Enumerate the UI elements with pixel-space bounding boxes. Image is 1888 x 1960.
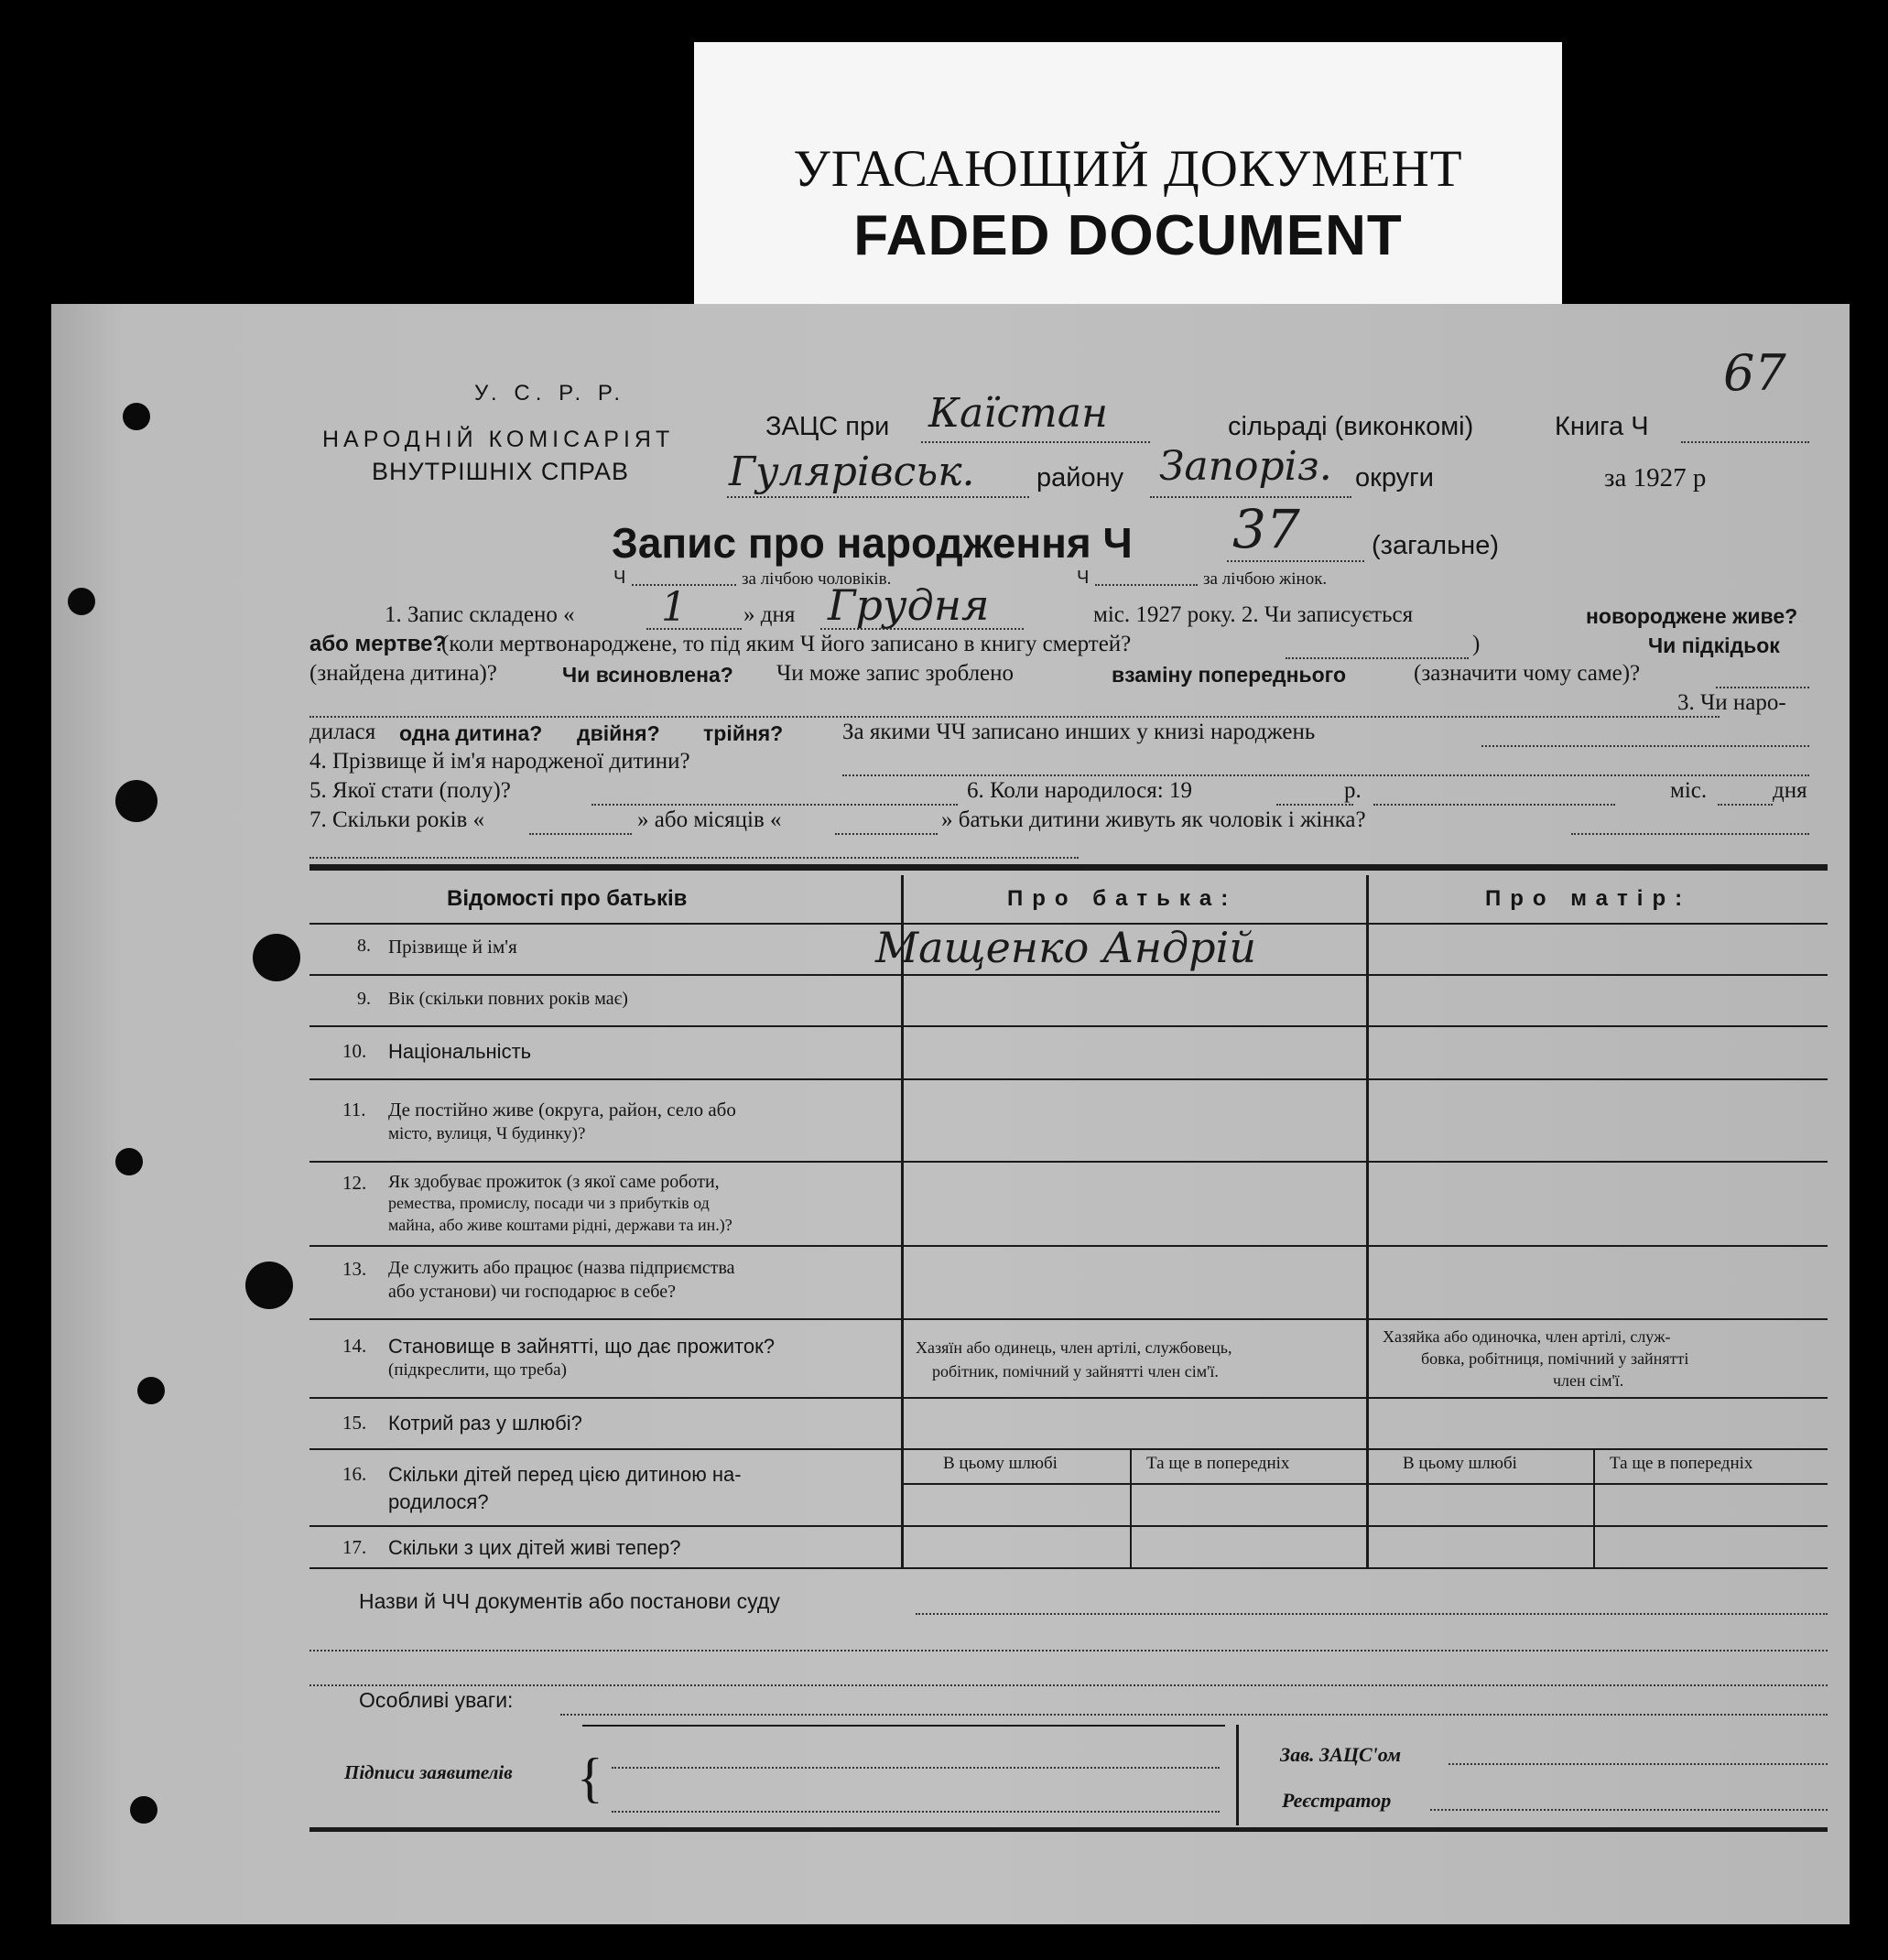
- q2-alive: новороджене живе?: [1586, 604, 1798, 628]
- q1-day-label: » дня: [743, 602, 796, 627]
- district-label: району: [1036, 463, 1124, 493]
- q5-sex: 5. Якої стати (полу)?: [309, 778, 511, 803]
- q7-months: » або місяців «: [637, 807, 782, 832]
- book-number-handwritten: 67: [1723, 344, 1786, 402]
- row-label-occupation: Становище в зайнятті, що дає прожиток?: [388, 1335, 775, 1358]
- row-label-nationality: Національність: [388, 1040, 532, 1063]
- q1-text: 1. Запис складено «: [385, 602, 575, 627]
- row-number: 14.: [342, 1335, 367, 1357]
- record-kind: (загальне): [1372, 531, 1499, 560]
- q2-foundling: Чи підкідьок: [1648, 633, 1780, 657]
- notes-label: Особливі уваги:: [359, 1688, 514, 1712]
- month-handwritten: Грудня: [828, 580, 990, 630]
- q3-born: дилася: [309, 720, 376, 744]
- row-number: 9.: [357, 989, 371, 1009]
- row-label-occupation-2: (підкреслити, що треба): [388, 1360, 567, 1380]
- punch-hole: [253, 934, 300, 981]
- father-name-handwritten: Мащенко Андрій: [875, 923, 1256, 972]
- punch-hole: [115, 780, 157, 822]
- q6-month: міс.: [1670, 778, 1708, 803]
- mother-occupation-options-2: бовка, робітниця, помічний у зайнятті: [1421, 1349, 1689, 1368]
- col-header-info: Відомості про батьків: [447, 886, 688, 911]
- women-count-suffix: за лічбою жінок.: [1203, 569, 1328, 589]
- mother-occupation-options: Хазяйка або одиночка, член артілі, служ-: [1383, 1327, 1671, 1346]
- applicant-signatures-label: Підписи заявителів: [344, 1761, 513, 1783]
- father-this-marriage: В цьому шлюбі: [943, 1454, 1058, 1473]
- mother-previous: Та ще в попередніх: [1610, 1454, 1753, 1473]
- q3-text: 3. Чи наро-: [1677, 690, 1786, 715]
- mother-occupation-options-3: член сім'ї.: [1553, 1371, 1624, 1390]
- village-handwritten: Каїстан: [928, 390, 1108, 437]
- okrug-handwritten: Запоріз.: [1159, 443, 1332, 490]
- row-label-workplace-2: або установи) чи господарює в себе?: [388, 1282, 676, 1302]
- row-label-workplace: Де служить або працює (назва підприємства: [388, 1258, 735, 1278]
- record-title: Запис про народження Ч: [612, 519, 1133, 567]
- q6-year: р.: [1344, 778, 1362, 803]
- punch-hole: [130, 1796, 157, 1824]
- row-number: 16.: [342, 1463, 367, 1485]
- district-handwritten: Гулярівськ.: [729, 449, 975, 495]
- punch-hole: [68, 588, 95, 615]
- row-label-age: Вік (скільки повних років має): [388, 989, 628, 1009]
- row-number: 8.: [357, 936, 371, 956]
- q2-replacement: взаміну попереднього: [1112, 663, 1347, 687]
- row-label-income: Як здобуває прожиток (з якої саме роботи,: [388, 1172, 720, 1192]
- q2-stillborn: (коли мертвонароджене, то під яким Ч його записано в книгу смертей?: [441, 632, 1132, 656]
- q2-paren: ): [1472, 632, 1481, 656]
- zags-prefix: ЗАЦС при: [765, 412, 890, 441]
- q3-other-records: За якими ЧЧ записано инших у книзі народжень: [842, 720, 1316, 744]
- q4-child-name: 4. Прізвище й ім'я народженої дитини?: [309, 749, 690, 774]
- row-label-residence-2: місто, вулиця, Ч будинку)?: [388, 1124, 586, 1143]
- q7-years: 7. Скільки років «: [309, 807, 485, 832]
- row-number: 15.: [342, 1412, 367, 1434]
- q7-cohabitation: » батьки дитини живуть як чоловік і жінка?: [941, 807, 1366, 832]
- q1-year-text: міс. 1927 року. 2. Чи записується: [1093, 602, 1414, 627]
- q2-replacement-text: Чи може запис зроблено: [776, 661, 1015, 686]
- q6-birth-date: 6. Коли народилося: 19: [967, 778, 1192, 803]
- okrug-label: округи: [1355, 463, 1434, 493]
- row-label-children: Скільки дітей перед цією дитиною на-: [388, 1463, 742, 1486]
- q2-why: (зазначити чому саме)?: [1414, 661, 1641, 686]
- commissariat-name: НАРОДНІЙ КОМІСАРІЯТ: [322, 427, 675, 452]
- row-number: 10.: [342, 1040, 367, 1062]
- registrar-label: Реєстратор: [1282, 1789, 1392, 1812]
- mother-this-marriage: В цьому шлюбі: [1403, 1454, 1517, 1473]
- punch-hole: [137, 1377, 165, 1404]
- father-occupation-options-2: робітник, помічний у зайнятті член сім'ї.: [932, 1362, 1219, 1381]
- birth-record-sheet: [51, 304, 1850, 1924]
- day-handwritten: 1: [661, 584, 687, 631]
- record-number-handwritten: 37: [1232, 498, 1300, 560]
- row-label-alive: Скільки з цих дітей живі тепер?: [388, 1536, 681, 1559]
- men-count-suffix: за лічбою чоловіків.: [742, 569, 892, 589]
- row-label-residence: Де постійно живе (округа, район, село або: [388, 1099, 736, 1121]
- row-number: 12.: [342, 1172, 367, 1194]
- punch-hole: [245, 1262, 293, 1309]
- row-label-marriage: Котрий раз у шлюбі?: [388, 1412, 582, 1435]
- row-label-income-3: майна, або живе коштами рідні, держави та ин.)?: [388, 1216, 732, 1234]
- q3-twins: двійня?: [577, 721, 660, 745]
- year-label: за 1927 р: [1604, 463, 1707, 493]
- punch-hole: [123, 403, 150, 430]
- punch-hole: [115, 1148, 143, 1175]
- q2-dead: або мертве?: [309, 632, 447, 656]
- men-count-label: Ч: [613, 568, 626, 588]
- col-header-mother: Про матір:: [1485, 886, 1692, 911]
- father-occupation-options: Хазяїн або одинець, член артілі, службовець,: [916, 1338, 1232, 1357]
- row-label-children-2: родилося?: [388, 1490, 489, 1513]
- q6-day: дня: [1773, 778, 1807, 803]
- head-zags-label: Зав. ЗАЦС'ом: [1280, 1743, 1402, 1766]
- faded-document-label: [694, 42, 1562, 317]
- documents-label: Назви й ЧЧ документів або постанови суду: [359, 1589, 780, 1613]
- row-label-income-2: ремества, промислу, посади чи з прибутків од: [388, 1194, 710, 1212]
- brace-icon: {: [577, 1748, 603, 1808]
- village-council-label: сільраді (виконкомі): [1228, 412, 1474, 441]
- republic-abbr: У. С. Р. Р.: [474, 381, 626, 406]
- label-russian: УГАСАЮЩИЙ ДОКУМЕНТ: [793, 140, 1463, 198]
- col-header-father: Про батька:: [1007, 886, 1238, 911]
- label-english: FADED DOCUMENT: [853, 204, 1403, 267]
- father-previous: Та ще в попередніх: [1146, 1454, 1290, 1473]
- row-number: 13.: [342, 1258, 367, 1280]
- book-label: Книга Ч: [1555, 412, 1649, 441]
- q3-triplets: трійня?: [703, 721, 784, 745]
- row-number: 11.: [342, 1099, 366, 1121]
- row-number: 17.: [342, 1536, 367, 1558]
- q2-found-child: (знайдена дитина)?: [309, 661, 497, 686]
- row-label-name: Прізвище й ім'я: [388, 936, 517, 958]
- women-count-label: Ч: [1077, 568, 1090, 588]
- q2-adopted: Чи всиновлена?: [562, 663, 733, 687]
- ministry-name: ВНУТРІШНІХ СПРАВ: [372, 458, 630, 485]
- q3-single: одна дитина?: [399, 721, 543, 745]
